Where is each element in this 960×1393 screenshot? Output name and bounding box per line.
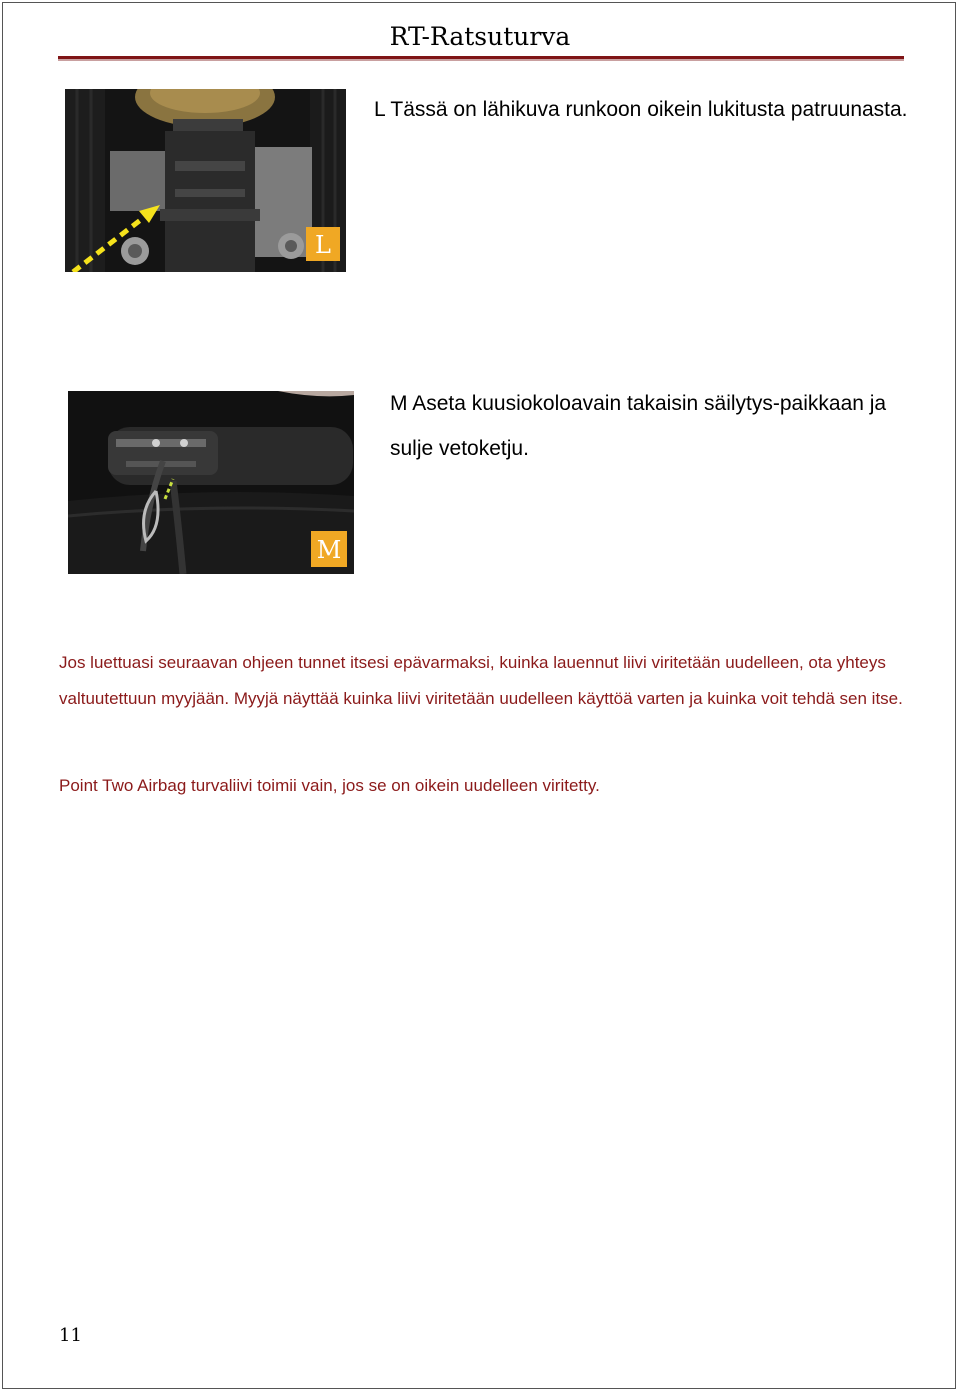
caption-text: Tässä on lähikuva runkoon oikein lukitusta patruunasta. — [390, 98, 908, 121]
note-paragraph: Point Two Airbag turvaliivi toimii vain, jos se on oikein uudelleen viritetty. — [59, 776, 600, 795]
caption-text: Aseta kuusiokoloavain takaisin säilytys-paikkaan ja sulje vetoketju. — [390, 392, 887, 460]
photo-hex-key-storage — [68, 391, 354, 574]
header-rule-shadow — [58, 59, 904, 61]
note-paragraph: Jos luettuasi seuraavan ohjeen tunnet itsesi epävarmaksi, kuinka lauennut liivi viritetään uudelleen, ota yhteys valtuutettuun myyjään. Myyjä näyttää kuinka liivi viritetään uudelleen käyttöä varten ja kuinka voit tehdä sen itse. — [59, 653, 903, 708]
photo-cartridge-lock — [65, 89, 346, 272]
caption-letter: M — [390, 392, 408, 415]
caption-l — [374, 87, 914, 132]
figure-badge-m: M — [316, 536, 342, 564]
caption-letter: L — [374, 98, 385, 121]
figure-badge-l: L — [315, 231, 331, 259]
header-title: RT-Ratsuturva — [389, 22, 571, 51]
page-number: 11 — [59, 1325, 82, 1346]
caption-m — [390, 381, 910, 471]
